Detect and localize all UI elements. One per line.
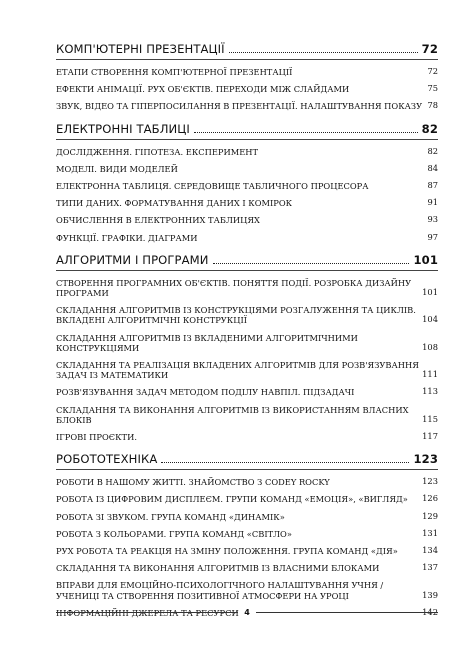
section-page: 123 [413,452,438,467]
entry-title: ВПРАВИ ДЛЯ ЕМОЦІЙНО-ПСИХОЛОГІЧНОГО НАЛАШТУВАННЯ УЧНЯ / УЧЕНИЦІ ТА СТВОРЕННЯ ПОЗИТИВНОЇ АТМОСФЕРИ НА УРОЦІ [56,580,384,601]
entry-page: 123 [422,476,438,487]
toc-entry[interactable] [56,64,438,77]
entry-page: 72 [427,66,438,76]
entry-page: 108 [422,341,438,352]
entry-title: ЕТАПИ СТВОРЕННЯ КОМП'ЮТЕРНОЇ ПРЕЗЕНТАЦІЇ [56,67,293,77]
entry-page: 126 [422,493,438,504]
section-heading[interactable] [56,122,438,136]
entry-page: 142 [422,606,438,617]
section-page: 82 [421,121,438,136]
entry-title: РОБОТА ІЗ ЦИФРОВИМ ДИСПЛЕЄМ. ГРУПИ КОМАНД «ЕМОЦІЯ», «ВИГЛЯД» [56,494,408,505]
toc-entry[interactable] [56,144,438,157]
section-title: ЕЛЕКТРОННІ ТАБЛИЦІ [56,121,190,136]
toc-entry[interactable] [56,357,438,380]
entry-title: ЕФЕКТИ АНІМАЦІЇ. РУХ ОБ'ЄКТІВ. ПЕРЕХОДИ МІЖ СЛАЙДАМИ [56,84,350,95]
entry-page: 113 [422,386,438,397]
toc-entry[interactable] [56,212,438,225]
entry-page: 131 [422,527,438,538]
entry-page: 75 [427,83,438,94]
entry-title: ОБЧИСЛЕННЯ В ЕЛЕКТРОННИХ ТАБЛИЦЯХ [56,215,260,226]
section-heading[interactable] [56,253,438,267]
entry-title: СТВОРЕННЯ ПРОГРАМНИХ ОБ'ЄКТІВ. ПОНЯТТЯ ПОДІЇ. РОЗРОБКА ДИЗАЙНУ ПРОГРАМИ [56,277,412,299]
entry-page: 104 [422,314,438,325]
entry-page: 115 [422,413,438,424]
entry-title: РУХ РОБОТА ТА РЕАКЦІЯ НА ЗМІНУ ПОЛОЖЕННЯ. ГРУПА КОМАНД «ДІЯ» [56,546,398,557]
toc-section [56,42,438,112]
section-title: АЛГОРИТМИ І ПРОГРАМИ [56,252,209,267]
toc-entry[interactable] [56,526,438,539]
toc-entry[interactable] [56,230,438,243]
entry-title: РОБОТА З КОЛЬОРАМИ. ГРУПА КОМАНД «СВІТЛО» [56,528,292,539]
entry-title: ІНФОРМАЦІЙНІ ДЖЕРЕЛА ТА РЕСУРСИ [56,607,239,618]
toc-entry[interactable] [56,161,438,174]
dot-leader [161,462,409,463]
entry-page: 134 [422,545,438,556]
section-page: 72 [421,42,438,56]
toc-entry[interactable] [56,330,438,353]
entry-page: 101 [422,287,438,298]
entry-title: СКЛАДАННЯ АЛГОРИТМІВ ІЗ ВКЛАДЕНИМИ АЛГОРИТМІЧНИМИ КОНСТРУКЦІЯМИ [56,332,358,353]
dot-leader [229,52,418,53]
dot-leader [213,263,410,264]
entry-title: СКЛАДАННЯ ТА РЕАЛІЗАЦІЯ ВКЛАДЕНИХ АЛГОРИТМІВ ДЛЯ РОЗВ'ЯЗУВАННЯ ЗАДАЧ ІЗ МАТЕМАТИКИ [56,360,419,381]
toc-section [56,253,438,442]
section-heading[interactable] [56,452,438,466]
toc-entry[interactable] [56,577,438,600]
toc-entry[interactable] [56,384,438,397]
toc-entry[interactable] [56,402,438,425]
section-heading[interactable] [56,42,438,56]
entry-title: ФУНКЦІЇ. ГРАФІКИ. ДІАГРАМИ [56,232,198,243]
section-title: КОМП'ЮТЕРНІ ПРЕЗЕНТАЦІЇ [56,42,225,56]
toc-entry[interactable] [56,474,438,487]
entry-page: 117 [422,431,438,442]
dot-leader [194,132,418,133]
footer-rule-left [56,612,238,613]
entry-page: 97 [427,231,438,242]
entry-page: 129 [422,510,438,521]
entry-page: 139 [422,589,438,600]
entry-title: ТИПИ ДАНИХ. ФОРМАТУВАННЯ ДАНИХ І КОМІРОК [56,198,293,209]
entry-page: 111 [422,369,438,380]
entry-page: 78 [427,100,438,111]
toc-section [56,452,438,618]
toc-entry[interactable] [56,509,438,522]
entry-page: 84 [427,162,438,173]
entry-title: РОБОТА ЗІ ЗВУКОМ. ГРУПА КОМАНД «ДИНАМІК» [56,511,285,522]
section-rule [56,139,438,140]
toc-entry[interactable] [56,81,438,94]
entry-title: ДОСЛІДЖЕННЯ. ГІПОТЕЗА. ЕКСПЕРИМЕНТ [56,146,259,157]
toc-entry[interactable] [56,195,438,208]
entry-page: 91 [427,197,438,208]
section-page: 101 [413,252,438,267]
entry-title: СКЛАДАННЯ ТА ВИКОНАННЯ АЛГОРИТМІВ ІЗ ВЛАСНИМИ БЛОКАМИ [56,563,380,574]
entry-page: 82 [427,145,438,156]
section-title: РОБОТОТЕХНІКА [56,452,158,467]
entry-title: ЕЛЕКТРОННА ТАБЛИЦЯ. СЕРЕДОВИЩЕ ТАБЛИЧНОГО ПРОЦЕСОРА [56,181,369,192]
toc-entry[interactable] [56,98,438,111]
entry-page: 137 [422,562,438,573]
toc-entry[interactable] [56,429,438,442]
entry-title: ІГРОВІ ПРОЄКТИ. [56,432,137,443]
entry-page: 87 [427,180,438,191]
table-of-contents [56,40,438,628]
entry-title: ЗВУК, ВІДЕО ТА ГІПЕРПОСИЛАННЯ В ПРЕЗЕНТАЦІЇ. НАЛАШТУВАННЯ ПОКАЗУ [56,101,423,112]
entry-title: СКЛАДАННЯ ТА ВИКОНАННЯ АЛГОРИТМІВ ІЗ ВИКОРИСТАННЯМ ВЛАСНИХ БЛОКІВ [56,404,409,425]
footer-rule-right [256,612,438,613]
toc-section [56,122,438,243]
entry-title: РОЗВ'ЯЗУВАННЯ ЗАДАЧ МЕТОДОМ ПОДІЛУ НАВПІЛ. ПІДЗАДАЧІ [56,387,355,398]
toc-entry[interactable] [56,491,438,504]
section-rule [56,469,438,470]
page-number: 4 [244,608,250,617]
toc-entry[interactable] [56,275,438,298]
entry-page: 93 [427,214,438,225]
toc-entry[interactable] [56,302,438,325]
section-rule [56,270,438,271]
toc-entry[interactable] [56,560,438,573]
section-rule [56,59,438,60]
entry-title: РОБОТИ В НАШОМУ ЖИТТІ. ЗНАЙОМСТВО З CODEY ROCKY [56,477,330,488]
page-footer [56,608,438,617]
entry-title: МОДЕЛІ. ВИДИ МОДЕЛЕЙ [56,163,178,174]
entry-title: СКЛАДАННЯ АЛГОРИТМІВ ІЗ КОНСТРУКЦІЯМИ РОЗГАЛУЖЕННЯ ТА ЦИКЛІВ. ВКЛАДЕНІ АЛГОРИТМІЧНІ КОНСТРУКЦІЇ [56,305,416,326]
toc-entry[interactable] [56,178,438,191]
toc-entry[interactable] [56,543,438,556]
